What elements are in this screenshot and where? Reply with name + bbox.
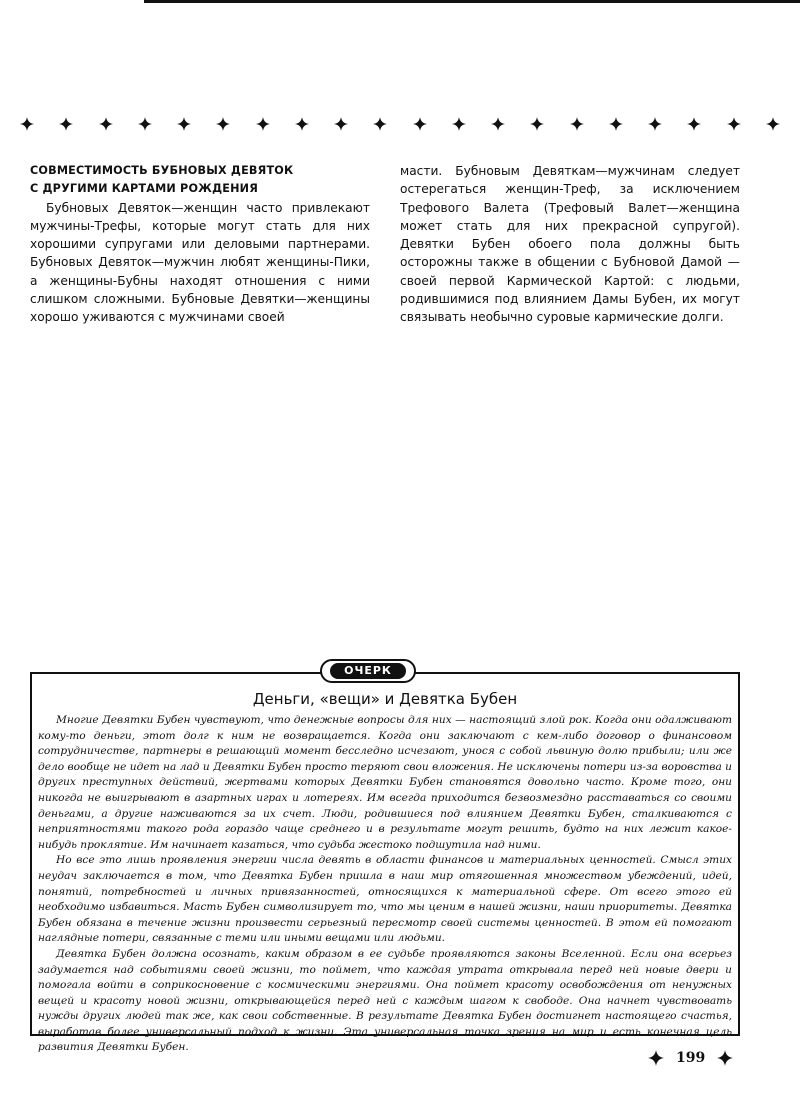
essay-tab-label: ОЧЕРК — [330, 663, 406, 679]
diamond-star-icon — [138, 117, 152, 131]
right-column — [400, 162, 740, 327]
diamond-star-icon — [491, 117, 505, 131]
diamond-star-icon — [295, 117, 309, 131]
top-rule — [144, 0, 800, 3]
diamond-star-icon — [256, 117, 270, 131]
diamond-star-icon — [59, 117, 73, 131]
diamond-star-icon — [648, 117, 662, 131]
diamond-star-icon — [530, 117, 544, 131]
diamond-star-icon — [452, 117, 466, 131]
decorative-star-row — [20, 114, 780, 134]
diamond-star-icon — [334, 117, 348, 131]
diamond-star-icon — [216, 117, 230, 131]
right-body-text: масти. Бубновым Девяткам—мужчинам следует остерегаться женщин-Треф, за исключением Трефового Валета (Трефовый Валет—женщина может стать для них прекрасной супругой). Девятки Бубен обоего пола должны быть осторожны также в общении с Бубновой Дамой — своей первой Кармической Картой: с людьми, родившимися под влиянием Дамы Бубен, их могут связывать необычно суровые кармические долги. — [400, 164, 740, 325]
diamond-star-icon — [20, 117, 34, 131]
essay-paragraph-1: Многие Девятки Бубен чувствуют, что денежные вопросы для них — настоящий злой рок. Когда они одалживают кому-то деньги, этот долг к ним не возвращается. Когда они заключают с кем-либо договор о финансовом сотрудничестве, партнеры в решающий момент бесследно исчезают, унося с собой львиную долю прибыли; или же дело вообще не идет на лад и Девятки Бубен просто теряют свои вложения. Не исключены потери из-за воровства и других преступных действий, жертвами которых Девятки Бубен становятся довольно часто. Кроме того, они никогда не выигрывают в азартных играх и лотереях. Им всегда приходится безвозмездно расставаться со своими деньгами, а другие наживаются за их счет. Люди, родившиеся под влиянием Девятки Бубен, сталкиваются с неприятностями такого рода гораздо чаще среднего и в результате могут решить, будто на них лежит какое-нибудь проклятие. Им начинает казаться, что судьба жестоко подшутила над ними. — [38, 714, 732, 851]
essay-paragraph-2: Но все это лишь проявления энергии числа девять в области финансов и материальных ценностей. Смысл этих неудач заключается в том, что Девятка Бубен пришла в наш мир отягошенная множеством убеждений, идей, понятий, потребностей и личных привязанностей, относящихся к материальной сфере. От всего этого ей необходимо избавиться. Масть Бубен символизирует то, что мы ценим в нашей жизни, наши приоритеты. Девятка Бубен обязана в течение жизни произвести серьезный пересмотр своей системы ценностей. В этом ей помогают наглядные потери, связанные с теми или иными вещами или людьми. — [38, 854, 732, 945]
diamond-star-icon — [373, 117, 387, 131]
diamond-star-icon — [717, 1050, 733, 1066]
essay-tab — [320, 659, 416, 683]
page-number: 199 — [676, 1050, 706, 1066]
diamond-star-icon — [413, 117, 427, 131]
left-body-text: Бубновых Девяток—женщин часто привлекают мужчины-Трефы, которые могут стать для них хорошими супругами или деловыми партнерами. Бубновых Девяток—мужчин любят женщины-Пики, а женщины-Бубны находят отношения с ними слишком сложными. Бубновые Девятки—женщины хорошо уживаются с мужчинами своей — [30, 200, 370, 325]
diamond-star-icon — [727, 117, 741, 131]
section-heading-line-2: С ДРУГИМИ КАРТАМИ РОЖДЕНИЯ — [30, 182, 259, 196]
diamond-star-icon — [648, 1050, 664, 1066]
diamond-star-icon — [177, 117, 191, 131]
diamond-star-icon — [687, 117, 701, 131]
diamond-star-icon — [766, 117, 780, 131]
left-column — [30, 162, 370, 327]
essay-paragraph-3: Девятка Бубен должна осознать, каким образом в ее судьбе проявляются законы Вселенной. Если она всерьез задумается над событиями своей жизни, то поймет, что каждая утрата открывала перед ней новые двери и помогала войти в соприкосновение с космическими энергиями. Она поймет красоту освобождения от ненужных вещей и красоту новой жизни, открывающейся перед ней с каждым шагом к свободе. Она начнет чувствовать нужды других людей так же, как свои собственные. В результате Девятка Бубен достигнет настоящего счастья, выработав более универсальный подход к жизни. Эта универсальная точка зрения на мир и есть конечная цель развития Девятки Бубен. — [38, 947, 732, 1054]
diamond-star-icon — [609, 117, 623, 131]
essay-text — [38, 713, 732, 1056]
diamond-star-icon — [99, 117, 113, 131]
page-footer — [648, 1048, 748, 1068]
essay-title: Деньги, «вещи» и Девятка Бубен — [252, 690, 518, 708]
section-heading-line-1: СОВМЕСТИМОСТЬ БУБНОВЫХ ДЕВЯТОК — [30, 164, 294, 177]
diamond-star-icon — [570, 117, 584, 131]
